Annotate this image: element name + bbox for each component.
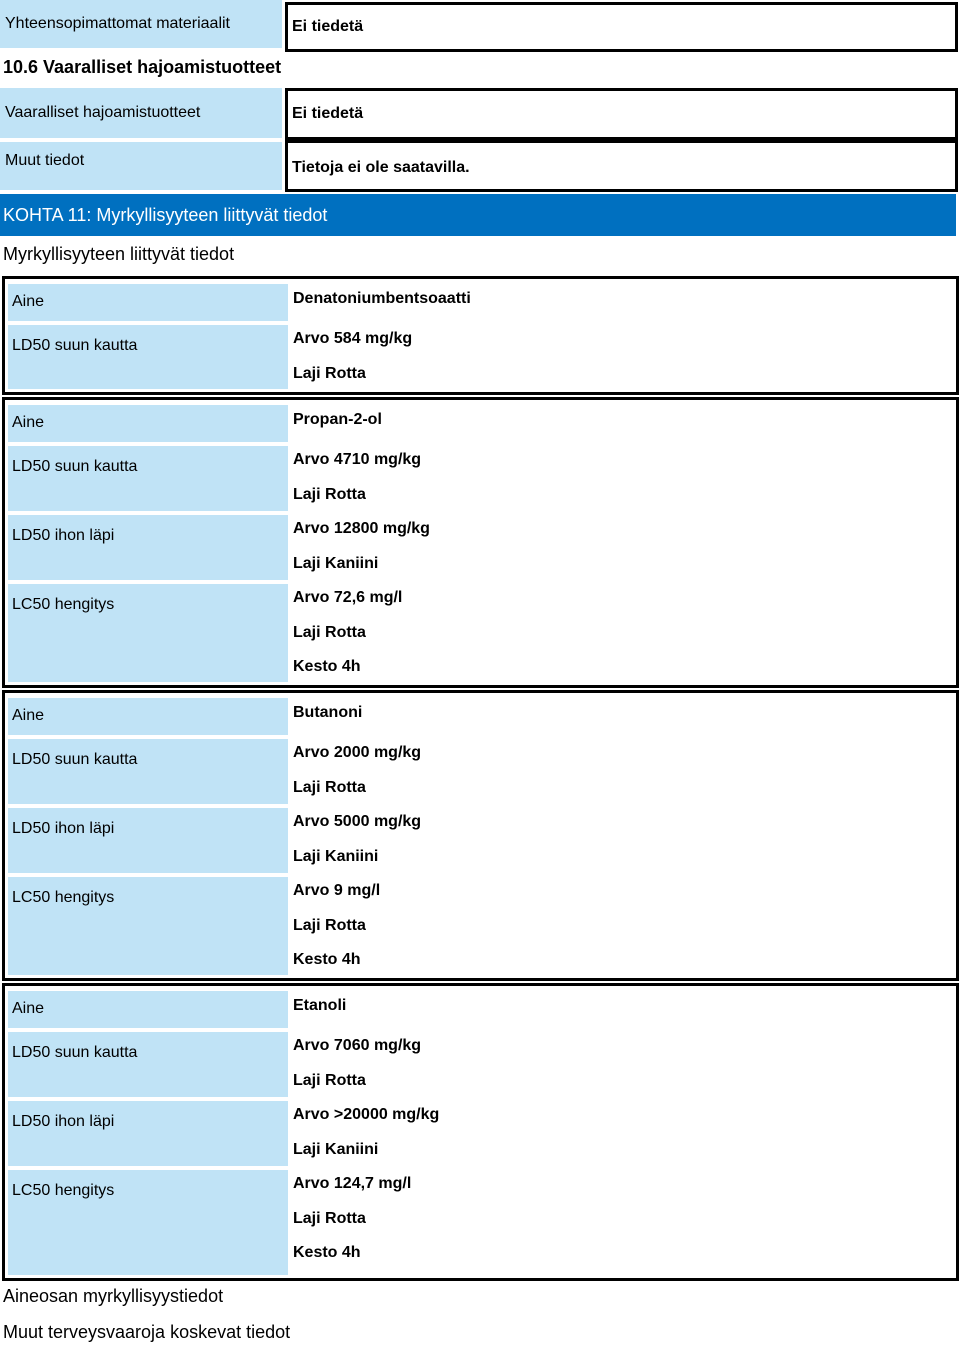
measure-label: LD50 ihon läpi bbox=[8, 1101, 288, 1166]
measure-label: LD50 ihon läpi bbox=[8, 515, 288, 580]
measure-label: LC50 hengitys bbox=[8, 1170, 288, 1275]
measure-value-line: Arvo 72,6 mg/l bbox=[293, 589, 403, 606]
section-11-banner: KOHTA 11: Myrkyllisyyteen liittyvät tiedot bbox=[0, 194, 956, 236]
measure-value-line: Laji Rotta bbox=[293, 1071, 366, 1089]
measure-value-line: Arvo 7060 mg/kg bbox=[293, 1037, 422, 1054]
measure-label: LD50 suun kautta bbox=[8, 739, 288, 804]
substance-name: Etanoli bbox=[293, 997, 347, 1014]
measure-value-line: Arvo 4710 mg/kg bbox=[293, 451, 422, 468]
measure-value-line: Arvo 5000 mg/kg bbox=[293, 813, 422, 830]
measure-value-line: Laji Rotta bbox=[293, 916, 366, 934]
measure-value-line: Laji Rotta bbox=[293, 364, 366, 382]
substance-name: Propan-2-ol bbox=[293, 411, 382, 428]
measure-label: LD50 ihon läpi bbox=[8, 808, 288, 873]
measure-label: LC50 hengitys bbox=[8, 584, 288, 682]
incompat-materials-value: Ei tiedetä bbox=[285, 2, 958, 52]
toxicity-subheading: Myrkyllisyyteen liittyvät tiedot bbox=[3, 244, 235, 264]
component-toxicity-heading: Aineosan myrkyllisyystiedot bbox=[3, 1286, 224, 1306]
measure-value-line: Arvo 9 mg/l bbox=[293, 882, 381, 899]
measure-value-line: Laji Kaniini bbox=[293, 847, 379, 865]
measure-value-line: Arvo 124,7 mg/l bbox=[293, 1175, 412, 1192]
measure-label: LD50 suun kautta bbox=[8, 325, 288, 389]
measure-value-line: Laji Kaniini bbox=[293, 1140, 379, 1158]
other-info-value: Tietoja ei ole saatavilla. bbox=[285, 140, 958, 192]
substance-name: Butanoni bbox=[293, 704, 363, 721]
measure-value-line: Laji Rotta bbox=[293, 485, 366, 503]
measure-value-line: Laji Rotta bbox=[293, 778, 366, 796]
measure-value-line: Kesto 4h bbox=[293, 658, 361, 675]
measure-value-line: Arvo 12800 mg/kg bbox=[293, 520, 430, 537]
measure-value-line: Laji Kaniini bbox=[293, 554, 379, 572]
other-health-hazards-heading: Muut terveysvaaroja koskevat tiedot bbox=[3, 1322, 291, 1342]
measure-value-line: Arvo >20000 mg/kg bbox=[293, 1106, 440, 1123]
measure-value-line: Laji Rotta bbox=[293, 623, 366, 641]
measure-value-line: Laji Rotta bbox=[293, 1209, 366, 1227]
substance-name: Denatoniumbentsoaatti bbox=[293, 290, 471, 307]
measure-value-line: Kesto 4h bbox=[293, 951, 361, 968]
substance-label: Aine bbox=[8, 991, 288, 1028]
measure-value-line: Kesto 4h bbox=[293, 1244, 361, 1261]
hazardous-decomposition-value: Ei tiedetä bbox=[285, 88, 958, 140]
substance-label: Aine bbox=[8, 405, 288, 442]
measure-value-line: Arvo 2000 mg/kg bbox=[293, 744, 422, 761]
measure-label: LD50 suun kautta bbox=[8, 446, 288, 511]
measure-label: LD50 suun kautta bbox=[8, 1032, 288, 1097]
incompat-materials-label: Yhteensopimattomat materiaalit bbox=[0, 0, 282, 48]
measure-value-line: Arvo 584 mg/kg bbox=[293, 330, 413, 347]
substance-label: Aine bbox=[8, 284, 288, 321]
heading-10-6: 10.6 Vaaralliset hajoamistuotteet bbox=[3, 57, 282, 77]
substance-label: Aine bbox=[8, 698, 288, 735]
hazardous-decomposition-label: Vaaralliset hajoamistuotteet bbox=[0, 88, 282, 138]
other-info-label: Muut tiedot bbox=[0, 142, 282, 190]
measure-label: LC50 hengitys bbox=[8, 877, 288, 975]
